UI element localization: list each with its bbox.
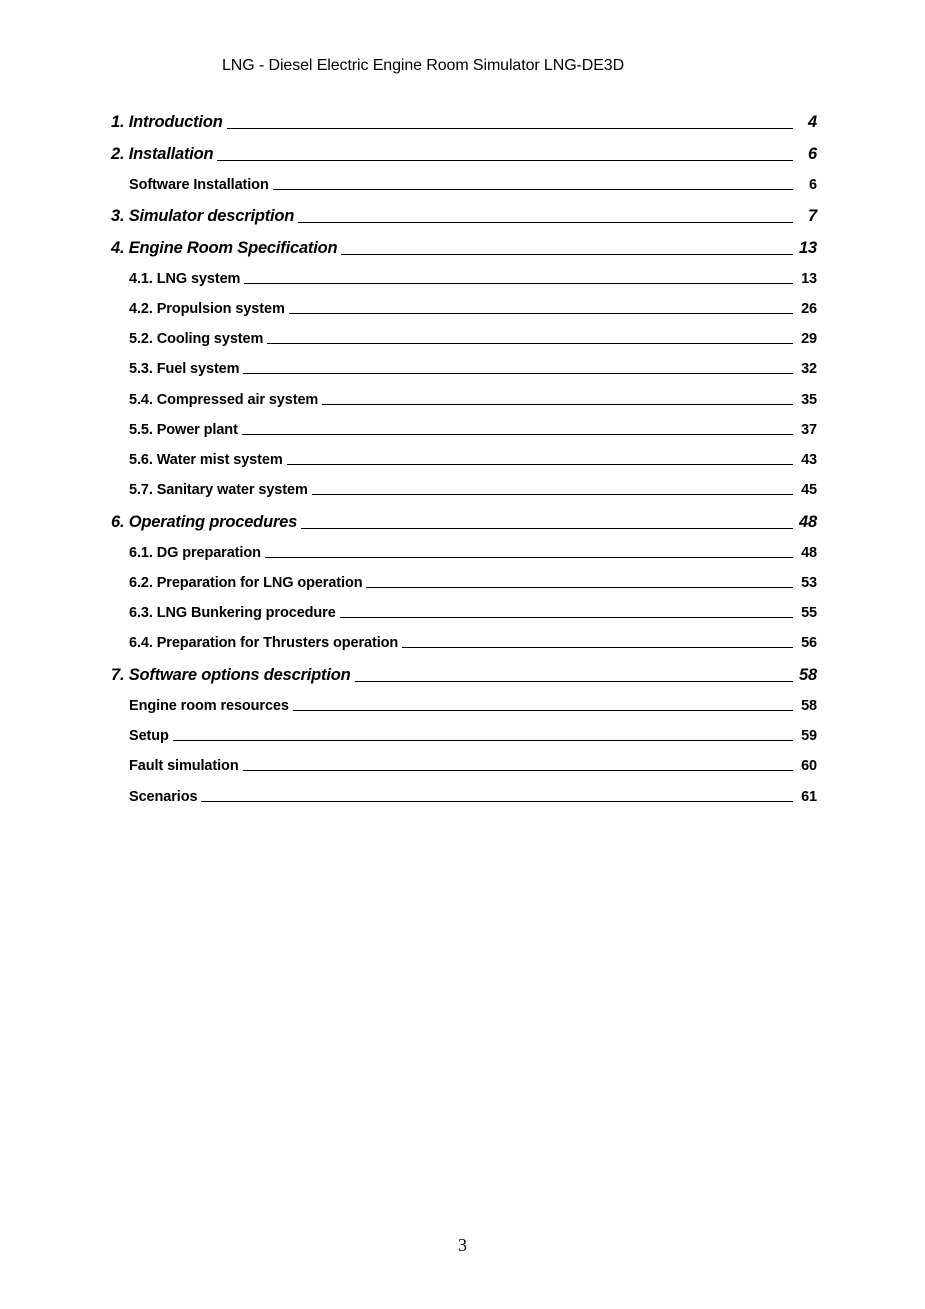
toc-leader-line <box>267 342 793 344</box>
toc-leader-line <box>289 312 793 314</box>
toc-entry-page: 6 <box>809 177 817 193</box>
toc-entry-compressed-air-system[interactable] <box>129 392 817 408</box>
toc-entry-fuel-system[interactable] <box>129 361 817 377</box>
running-header: LNG - Diesel Electric Engine Room Simulator LNG-DE3D <box>222 57 625 74</box>
toc-entry-page: 48 <box>799 513 817 531</box>
toc-entry-title: 6. Operating procedures <box>111 513 298 531</box>
toc-leader-line <box>243 769 793 771</box>
toc-entry-introduction[interactable] <box>111 113 817 132</box>
toc-entry-operating-procedures[interactable] <box>111 513 817 532</box>
toc-entry-page: 59 <box>801 728 817 744</box>
toc-leader-line <box>287 463 793 465</box>
toc-leader-line <box>340 616 793 618</box>
toc-entry-title: 5.4. Compressed air system <box>129 392 319 408</box>
toc-entry-title: Setup <box>129 728 169 744</box>
toc-entry-installation[interactable] <box>111 145 817 164</box>
toc-entry-title: 4.1. LNG system <box>129 271 241 287</box>
toc-entry-simulator-description[interactable] <box>111 207 817 226</box>
toc-leader-line <box>298 221 793 223</box>
toc-entry-page: 7 <box>808 207 817 225</box>
toc-entry-title: 5.6. Water mist system <box>129 452 283 468</box>
toc-entry-title: 6.4. Preparation for Thrusters operation <box>129 635 399 651</box>
toc-entry-title: 6.2. Preparation for LNG operation <box>129 575 363 591</box>
toc-entry-page: 29 <box>801 331 817 347</box>
toc-entry-page: 4 <box>808 113 817 131</box>
toc-entry-title: 5.3. Fuel system <box>129 361 240 377</box>
toc-leader-line <box>312 493 793 495</box>
toc-entry-page: 43 <box>801 452 817 468</box>
toc-entry-preparation-thrusters-operation[interactable] <box>129 635 817 651</box>
toc-entry-sanitary-water-system[interactable] <box>129 482 817 498</box>
toc-entry-cooling-system[interactable] <box>129 331 817 347</box>
toc-entry-title: Scenarios <box>129 789 198 805</box>
toc-entry-page: 13 <box>799 239 817 257</box>
toc-entry-page: 26 <box>801 301 817 317</box>
toc-entry-page: 58 <box>799 666 817 684</box>
toc-entry-title: 2. Installation <box>111 145 214 163</box>
toc-entry-dg-preparation[interactable] <box>129 545 817 561</box>
toc-entry-page: 13 <box>801 271 817 287</box>
toc-leader-line <box>244 282 793 284</box>
toc-entry-title: 6.3. LNG Bunkering procedure <box>129 605 336 621</box>
toc-entry-page: 56 <box>801 635 817 651</box>
toc-entry-title: 5.5. Power plant <box>129 422 238 438</box>
toc-entry-title: 5.2. Cooling system <box>129 331 264 347</box>
toc-entry-title: 7. Software options description <box>111 666 351 684</box>
toc-entry-scenarios[interactable] <box>129 789 817 805</box>
toc-entry-page: 48 <box>801 545 817 561</box>
toc-entry-page: 60 <box>801 758 817 774</box>
toc-entry-page: 53 <box>801 575 817 591</box>
toc-leader-line <box>273 188 793 190</box>
toc-entry-title: 3. Simulator description <box>111 207 295 225</box>
toc-entry-page: 55 <box>801 605 817 621</box>
toc-entry-title: Engine room resources <box>129 698 289 714</box>
toc-entry-water-mist-system[interactable] <box>129 452 817 468</box>
toc-entry-title: 6.1. DG preparation <box>129 545 261 561</box>
toc-entry-preparation-lng-operation[interactable] <box>129 575 817 591</box>
toc-leader-line <box>341 253 793 255</box>
toc-entry-software-installation[interactable] <box>129 177 817 193</box>
toc-entry-lng-system[interactable] <box>129 271 817 287</box>
toc-entry-propulsion-system[interactable] <box>129 301 817 317</box>
toc-entry-engine-room-specification[interactable] <box>111 239 817 258</box>
toc-entry-page: 37 <box>801 422 817 438</box>
toc-leader-line <box>242 433 793 435</box>
toc-entry-page: 6 <box>808 145 817 163</box>
toc-entry-page: 32 <box>801 361 817 377</box>
toc-entry-title: Fault simulation <box>129 758 239 774</box>
toc-entry-power-plant[interactable] <box>129 422 817 438</box>
toc-leader-line <box>293 709 793 711</box>
toc-entry-setup[interactable] <box>129 728 817 744</box>
toc-entry-title: 5.7. Sanitary water system <box>129 482 308 498</box>
toc-leader-line <box>402 646 793 648</box>
toc-leader-line <box>322 403 793 405</box>
toc-leader-line <box>265 556 793 558</box>
toc-leader-line <box>227 127 793 129</box>
toc-leader-line <box>301 527 793 529</box>
toc-entry-page: 61 <box>801 789 817 805</box>
toc-leader-line <box>366 586 793 588</box>
toc-entry-software-options-description[interactable] <box>111 666 817 685</box>
page-number: 3 <box>458 1235 467 1255</box>
toc-leader-line <box>217 159 793 161</box>
toc-entry-engine-room-resources[interactable] <box>129 698 817 714</box>
toc-entry-lng-bunkering-procedure[interactable] <box>129 605 817 621</box>
toc-entry-fault-simulation[interactable] <box>129 758 817 774</box>
toc-leader-line <box>201 800 793 802</box>
toc-entry-title: 4. Engine Room Specification <box>111 239 338 257</box>
toc-leader-line <box>173 739 793 741</box>
toc-leader-line <box>243 372 793 374</box>
toc-entry-title: 4.2. Propulsion system <box>129 301 285 317</box>
toc-entry-page: 45 <box>801 482 817 498</box>
toc-leader-line <box>355 680 794 682</box>
toc-entry-title: Software Installation <box>129 177 269 193</box>
toc-entry-page: 35 <box>801 392 817 408</box>
toc-entry-title: 1. Introduction <box>111 113 223 131</box>
toc-entry-page: 58 <box>801 698 817 714</box>
